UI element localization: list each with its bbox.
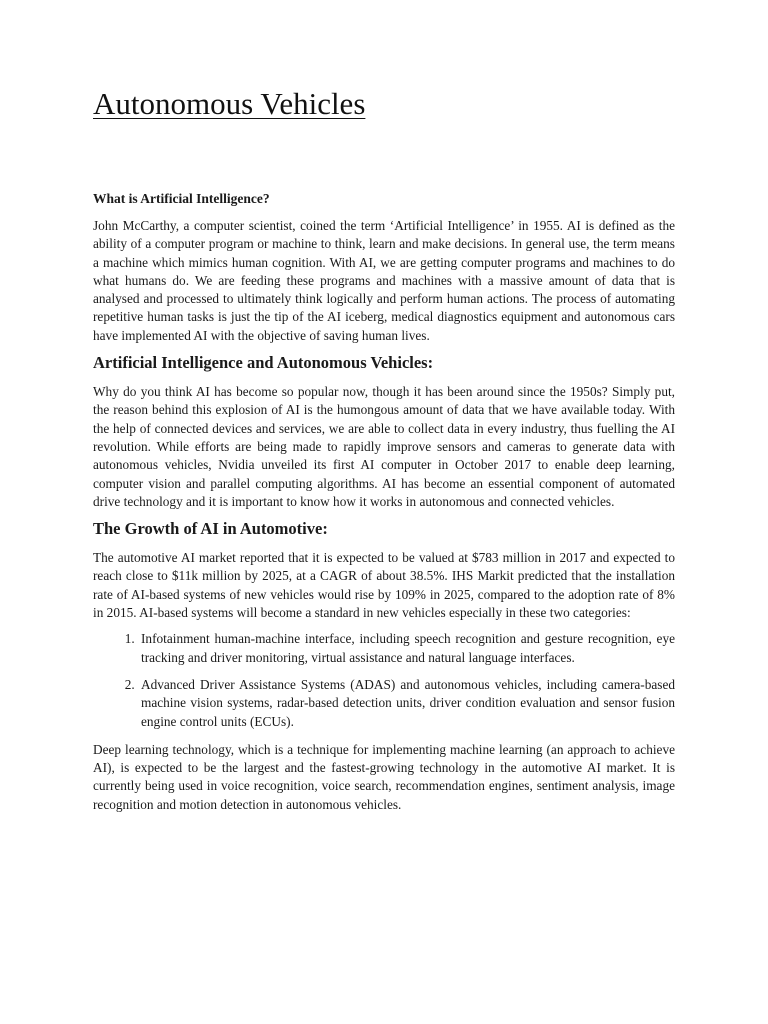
list-item: 1. Infotainment human-machine interface, including speech recognition and gesture recognition, eye tracking and driver monitoring, virtual assistance and natural language interfaces. <box>138 630 675 667</box>
section-heading-growth-of-ai: The Growth of AI in Automotive: <box>93 519 328 539</box>
section-heading-ai-and-autonomous-vehicles: Artificial Intelligence and Autonomous Vehicles: <box>93 353 434 373</box>
document-title: Autonomous Vehicles <box>93 86 366 121</box>
paragraph-growth-of-ai-market: The automotive AI market reported that it is expected to be valued at $783 million in 2017 and expected to reach close to $11k million by 2025, at a CAGR of about 38.5%. IHS Markit predicted that the installation rate of AI-based systems of new vehicles would rise by 109% in 2025, compared to the adoption rate of 8% in 2015. AI-based systems will become a standard in new vehicles especially in these two categories: <box>93 550 675 621</box>
list-item: 2. Advanced Driver Assistance Systems (ADAS) and autonomous vehicles, including camera-based machine vision systems, radar-based detection units, driver condition evaluation and sensor fusion engine control units (ECUs). <box>138 676 675 731</box>
section-heading-what-is-ai: What is Artificial Intelligence? <box>93 191 270 206</box>
paragraph-ai-and-autonomous-vehicles: Why do you think AI has become so popular now, though it has been around since the 1950s? Simply put, the reason behind this explosion of AI is the humongous amount of data that we have available today. With the help of connected devices and services, we are able to collect data in every industry, thus fuelling the AI revolution. While efforts are being made to rapidly improve sensors and cameras to generate data with autonomous vehicles, Nvidia unveiled its first AI computer in October 2017 to enable deep learning, computer vision and parallel computing algorithms. AI has become an essential component of automated drive technology and it is important to know how it works in autonomous and connected vehicles. <box>93 384 675 509</box>
ai-categories-list <box>93 630 675 730</box>
document-body <box>93 190 675 822</box>
paragraph-deep-learning: Deep learning technology, which is a technique for implementing machine learning (an approach to achieve AI), is expected to be the largest and the fastest-growing technology in the automotive AI market. It is currently being used in voice recognition, voice search, recommendation engines, sentiment analysis, image recognition and motion detection in autonomous vehicles. <box>93 741 675 812</box>
paragraph-what-is-ai: John McCarthy, a computer scientist, coined the term ‘Artificial Intelligence’ in 1955. AI is defined as the ability of a computer program or machine to think, learn and make decisions. In general use, the term means a machine which mimics human cognition. With AI, we are getting computer programs and machines to do what humans do. We are feeding these programs and machines with a massive amount of data that is analysed and processed to ultimately think logically and perform human actions. The process of automating repetitive human tasks is just the tip of the AI iceberg, medical diagnostics equipment and autonomous cars have implemented AI with the objective of saving human lives. <box>93 218 675 343</box>
